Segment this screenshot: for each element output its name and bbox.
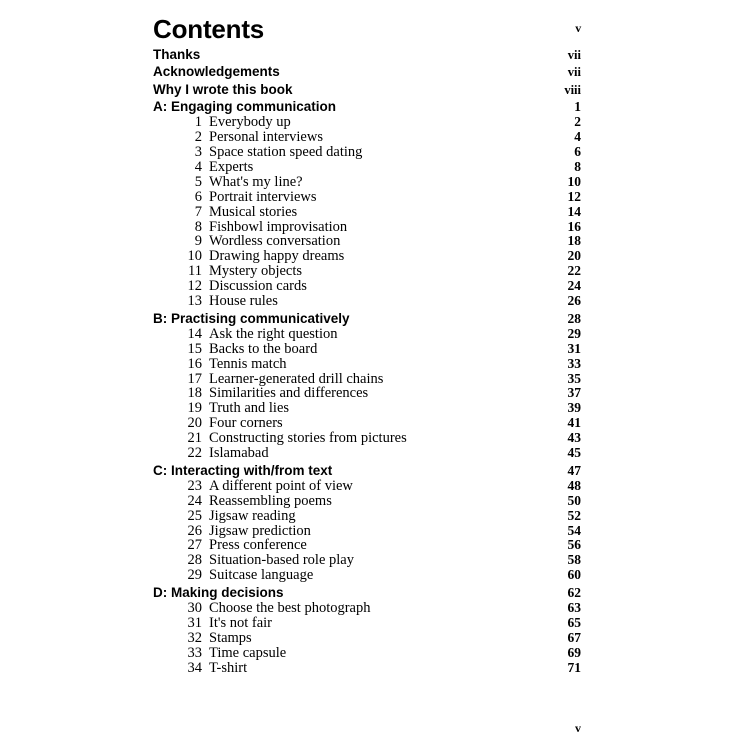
entry-page-number: 26 [567,293,581,309]
entry-title: Mystery objects [209,263,303,280]
entry-number: 28 [187,552,202,569]
entry-title: Learner-generated drill chains [209,370,384,387]
entry-title: Time capsule [209,644,287,661]
entry-title: A different point of view [209,477,353,494]
toc-entry-row[interactable] [153,115,581,130]
front-matter-page-number: vii [567,48,581,62]
entry-number: 10 [187,248,202,265]
entry-page-number: 48 [567,477,581,493]
entry-number: 32 [187,629,202,646]
entry-number: 9 [194,233,202,250]
front-matter-page-number: vii [567,65,581,80]
entry-title: Wordless conversation [209,233,341,250]
toc-entry-row[interactable] [153,342,581,357]
toc-entry-row[interactable] [153,234,581,249]
entry-page-number: 45 [567,445,581,461]
front-matter-row[interactable] [153,64,581,79]
section-page-number: 47 [567,462,581,478]
entry-page-number: 41 [567,415,581,431]
toc-entry-row[interactable] [153,130,581,145]
entry-page-number: 33 [567,355,581,371]
entry-title: Everybody up [209,114,291,131]
entry-title: Fishbowl improvisation [209,218,348,235]
entry-page-number: 12 [567,188,581,204]
toc-entry-row[interactable] [153,264,581,279]
entry-number: 33 [187,644,202,661]
entry-page-number: 6 [574,144,581,160]
entry-title: Constructing stories from pictures [209,430,407,447]
entry-page-number: 35 [567,370,581,386]
entry-page-number: 22 [567,263,581,279]
entry-title: Situation-based role play [209,552,354,569]
toc-entry-row[interactable] [153,416,581,431]
toc-entry-row[interactable] [153,538,581,553]
entry-number: 12 [187,278,202,295]
front-matter-label: Why I wrote this book [153,81,293,97]
toc-entry-row[interactable] [153,494,581,509]
section-heading-label: A: Engaging communication [153,99,337,115]
front-matter-label: Thanks [153,47,201,62]
entry-page-number: 71 [567,659,581,675]
entry-page-number: 8 [574,159,581,175]
toc-entry-row[interactable] [153,401,581,416]
entry-title: Reassembling poems [209,492,332,509]
entry-number: 8 [194,218,202,235]
entry-page-number: 16 [567,218,581,234]
entry-title: It's not fair [209,615,273,632]
entry-number: 15 [187,340,202,357]
toc-entry-row[interactable] [153,279,581,294]
toc-entry-row[interactable] [153,631,581,646]
entry-number: 26 [187,522,202,539]
toc-entry-row[interactable] [153,145,581,160]
table-of-contents [153,14,581,676]
front-matter-page-number: viii [564,82,581,97]
toc-entry-row[interactable] [153,524,581,539]
entry-number: 22 [187,445,202,462]
entry-number: 4 [194,159,202,176]
front-matter-row[interactable] [153,47,581,62]
section-page-number: 28 [567,310,581,326]
entry-title: Backs to the board [209,340,318,357]
entry-page-number: 20 [567,248,581,264]
entry-title: Stamps [209,629,252,646]
toc-entry-row[interactable] [153,386,581,401]
sections-list [153,99,581,675]
entry-title: Discussion cards [209,278,307,295]
entry-number: 5 [194,173,202,190]
entry-title: Similarities and differences [209,385,369,402]
entry-number: 30 [187,600,202,617]
toc-entry-row[interactable] [153,175,581,190]
entry-page-number: 14 [567,203,581,219]
entry-title: What's my line? [209,173,303,190]
entry-number: 14 [187,325,202,342]
toc-entry-row[interactable] [153,327,581,342]
entry-title: Four corners [209,415,283,432]
front-matter-label: Acknowledgements [153,64,280,80]
entry-number: 19 [187,400,202,417]
entry-number: 25 [187,507,202,524]
entry-page-number: 37 [567,385,581,401]
entry-title: Portrait interviews [209,188,317,205]
entry-page-number: 31 [567,340,581,356]
entry-page-number: 2 [574,114,581,130]
toc-entry-row[interactable] [153,190,581,205]
entry-number: 18 [187,385,202,402]
entry-title: Tennis match [209,355,287,372]
entry-number: 17 [187,370,202,387]
entry-page-number: 54 [567,522,581,538]
toc-entry-row[interactable] [153,431,581,446]
entry-title: Press conference [209,537,307,554]
toc-entry-row[interactable] [153,553,581,568]
section-heading-row[interactable] [153,99,581,114]
section-heading-label: B: Practising communicatively [153,310,350,326]
entry-number: 16 [187,355,202,372]
page-title-folio: v [575,21,581,35]
entry-page-number: 24 [567,278,581,294]
toc-entry-row[interactable] [153,646,581,661]
section-heading-row[interactable] [153,585,581,600]
page-title-text: Contents [153,14,265,44]
entry-title: Jigsaw prediction [209,522,311,539]
toc-entry-row[interactable] [153,220,581,235]
entry-page-number: 18 [567,233,581,249]
toc-entry-row[interactable] [153,479,581,494]
section-heading-row[interactable] [153,463,581,478]
entry-title: Jigsaw reading [209,507,296,524]
entry-page-number: 58 [567,552,581,568]
toc-entry-row[interactable] [153,249,581,264]
entry-page-number: 60 [567,567,581,583]
entry-page-number: 52 [567,507,581,523]
toc-entry-row[interactable] [153,446,581,461]
entry-number: 7 [194,203,202,220]
front-matter-row[interactable] [153,82,581,97]
entry-title: Experts [209,159,254,176]
entry-number: 6 [194,188,202,205]
entry-number: 23 [187,477,202,494]
entry-page-number: 56 [567,537,581,553]
entry-page-number: 69 [567,644,581,660]
entry-number: 1 [194,114,202,131]
entry-page-number: 67 [567,629,581,645]
entry-title: House rules [209,293,278,310]
entry-page-number: 43 [567,430,581,446]
toc-entry-row[interactable] [153,160,581,175]
toc-entry-row[interactable] [153,509,581,524]
entry-title: Suitcase language [209,567,314,584]
entry-title: Islamabad [209,445,269,462]
toc-entry-row[interactable] [153,357,581,372]
entry-page-number: 65 [567,615,581,631]
toc-entry-row[interactable] [153,205,581,220]
toc-entry-row[interactable] [153,661,581,676]
entry-number: 13 [187,293,202,310]
entry-page-number: 50 [567,492,581,508]
entry-title: Ask the right question [209,325,338,342]
entry-number: 29 [187,567,202,584]
entry-number: 2 [194,129,202,146]
toc-entry-row[interactable] [153,372,581,387]
bottom-page-folio: v [575,721,581,735]
entry-title: T-shirt [209,659,248,676]
entry-page-number: 39 [567,400,581,416]
entry-number: 24 [187,492,202,509]
entry-title: Personal interviews [209,129,323,146]
page-title [153,14,581,44]
entry-number: 31 [187,615,202,632]
toc-entry-row[interactable] [153,601,581,616]
entry-page-number: 4 [574,129,581,145]
toc-entry-row[interactable] [153,616,581,631]
entry-number: 34 [187,659,202,676]
entry-title: Drawing happy dreams [209,248,345,265]
entry-number: 21 [187,430,202,447]
entry-number: 20 [187,415,202,432]
entry-number: 11 [188,263,202,280]
entry-title: Choose the best photograph [209,600,371,617]
entry-number: 27 [187,537,202,554]
entry-title: Truth and lies [209,400,290,417]
section-page-number: 62 [567,584,581,600]
entry-page-number: 63 [567,600,581,616]
section-heading-label: D: Making decisions [153,584,284,600]
toc-entry-row[interactable] [153,294,581,309]
section-heading-row[interactable] [153,311,581,326]
entry-page-number: 29 [567,325,581,341]
section-page-number: 1 [574,99,581,115]
front-matter-list [153,47,581,97]
entry-number: 3 [194,144,202,161]
entry-page-number: 10 [567,173,581,189]
toc-entry-row[interactable] [153,568,581,583]
entry-title: Musical stories [209,203,298,220]
entry-title: Space station speed dating [209,144,363,161]
section-heading-label: C: Interacting with/from text [153,462,333,478]
